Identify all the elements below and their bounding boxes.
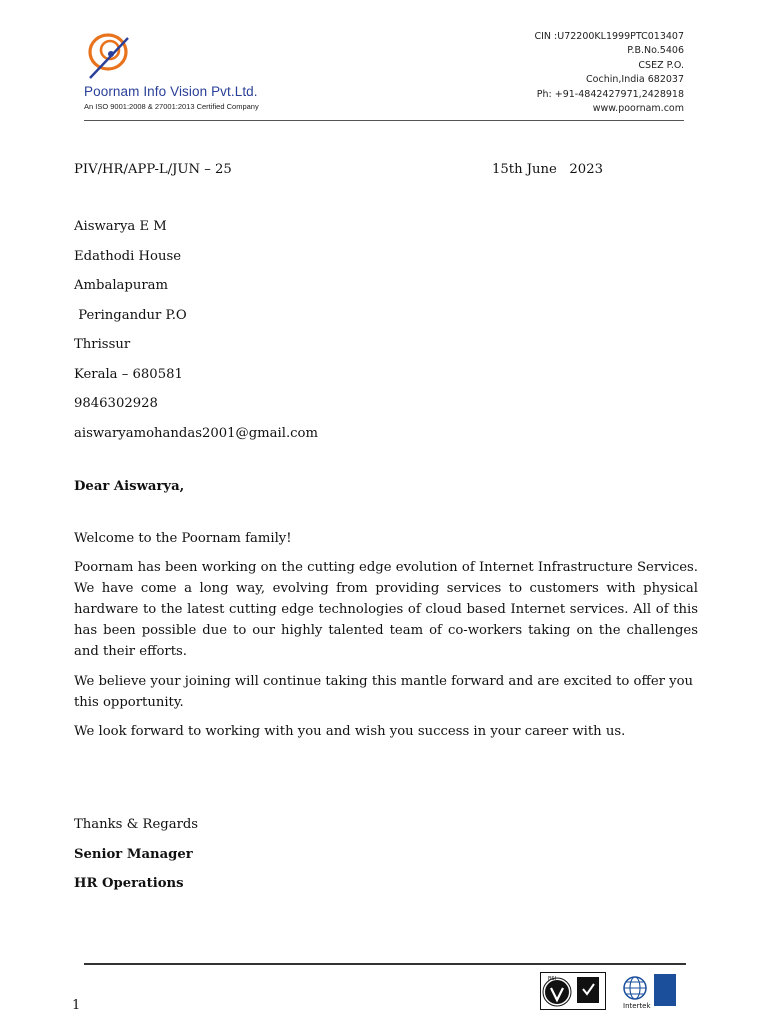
- letter-date: 15th June 2023: [492, 162, 603, 177]
- reference-number: PIV/HR/APP-L/JUN – 25: [74, 162, 232, 177]
- contact-phone: Ph: +91-4842427971,2428918: [536, 88, 684, 100]
- header-divider: [84, 120, 684, 121]
- body-paragraph: Poornam has been working on the cutting edge evolution of Internet Infrastructure Services. We have come a long way, evolving from providing services to customers with physical hardware to the latest cutting edge technologies of cloud based Internet services. All of this has been possible due to our highly talented team of co-workers taking on the challenges and their efforts.: [74, 560, 698, 659]
- address-phone: 9846302928: [74, 396, 158, 411]
- intertek-badge-label: Intertek: [623, 1002, 651, 1010]
- bsi-badge-label: BSI: [548, 976, 556, 982]
- contact-city: Cochin,India 682037: [586, 74, 684, 86]
- company-logo-icon: [84, 30, 148, 86]
- footer-divider: [84, 963, 686, 965]
- address-line: Ambalapuram: [74, 278, 169, 293]
- signatory-title: Senior Manager: [74, 846, 193, 862]
- address-email: aiswaryamohandas2001@gmail.com: [74, 425, 318, 441]
- certification-text: An ISO 9001:2008 & 27001:2013 Certified Company: [84, 102, 259, 111]
- contact-csez: CSEZ P.O.: [638, 59, 684, 71]
- bsi-badge-icon: [540, 972, 606, 1010]
- company-name: Poornam Info Vision Pvt.Ltd.: [84, 84, 258, 99]
- address-line: Aiswarya E M: [74, 219, 167, 234]
- intertek-badge-icon: [620, 972, 680, 1010]
- address-line: Edathodi House: [74, 248, 182, 264]
- signatory-department: HR Operations: [74, 876, 184, 891]
- company-contact-block: [534, 30, 684, 116]
- address-line: Peringandur P.O: [74, 307, 187, 323]
- closing-block: [74, 810, 198, 899]
- closing-text: Thanks & Regards: [74, 817, 199, 832]
- body-paragraph: We look forward to working with you and wish you success in your career with us.: [74, 724, 626, 739]
- contact-po-box: P.B.No.5406: [627, 45, 684, 57]
- body-paragraph: We believe your joining will continue taking this mantle forward and are excited to offer you this opportunity.: [74, 674, 694, 710]
- address-line: Kerala – 680581: [74, 366, 183, 382]
- salutation: Dear Aiswarya,: [74, 479, 185, 494]
- address-line: Thrissur: [74, 337, 131, 352]
- contact-cin: CIN :U72200KL1999PTC013407: [534, 31, 684, 42]
- contact-website: www.poornam.com: [592, 103, 684, 115]
- body-paragraph: Welcome to the Poornam family!: [74, 531, 292, 546]
- recipient-address: [74, 212, 318, 448]
- page-number: 1: [72, 998, 81, 1013]
